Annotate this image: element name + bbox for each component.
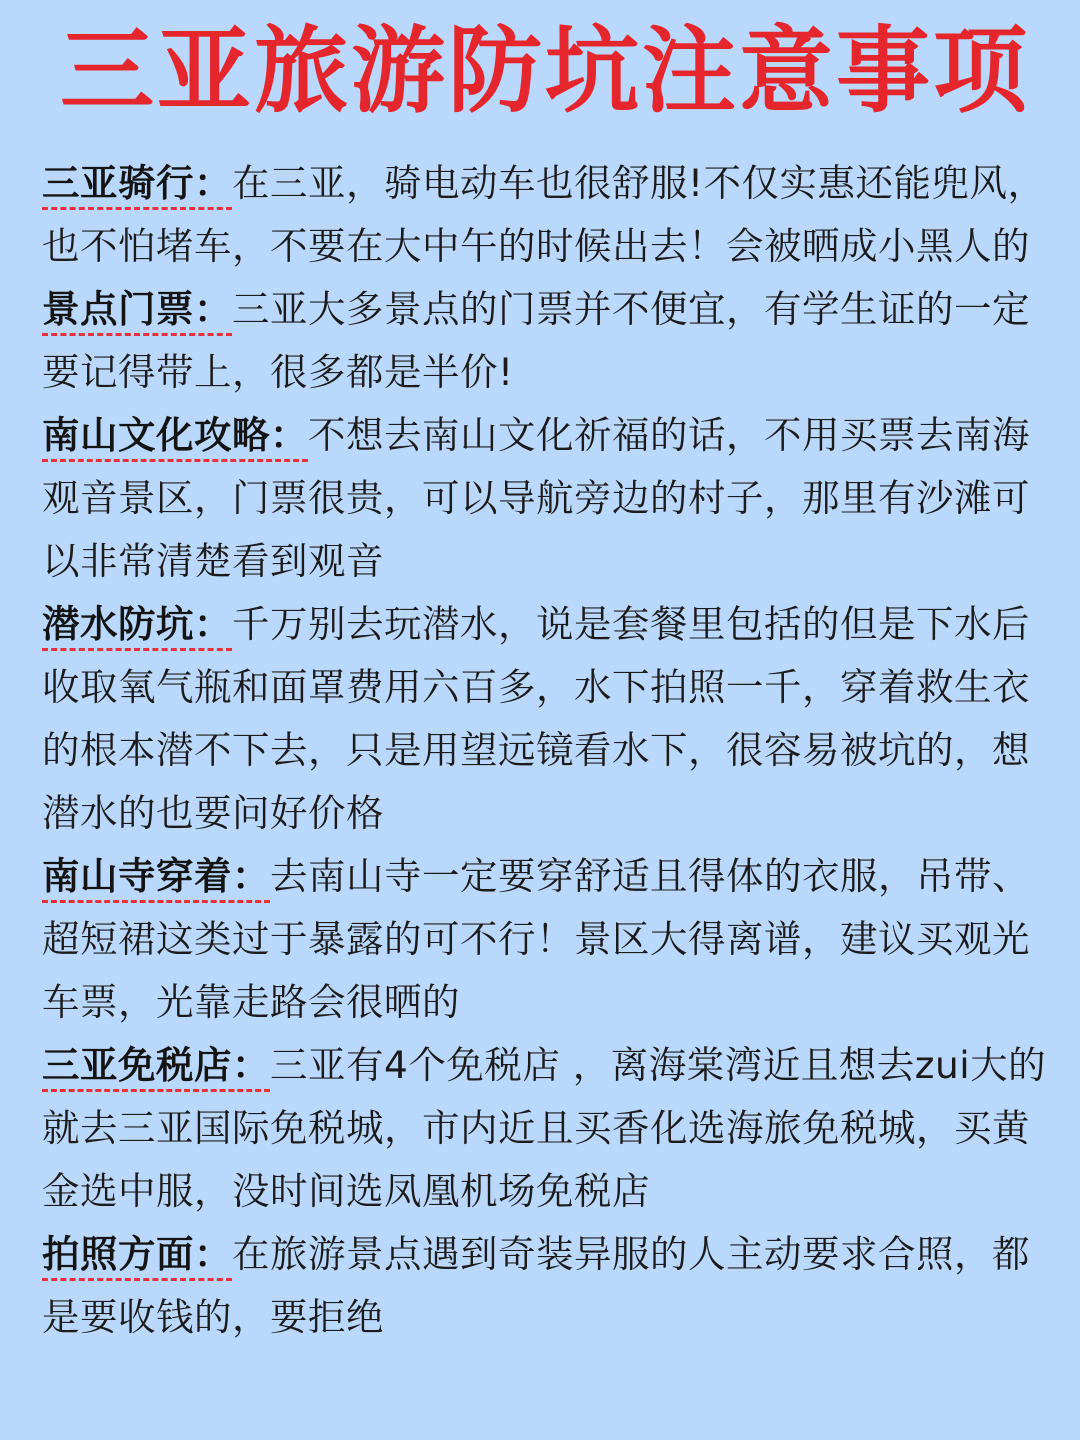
tip-label: 拍照方面： (42, 1232, 232, 1281)
tip-label: 景点门票： (42, 287, 232, 336)
tip-diving (42, 593, 1048, 845)
tip-tickets (42, 278, 1048, 404)
tip-text: 在三亚，骑电动车也很舒服!不仅实惠还能兜风，也不怕堵车，不要在大中午的时候出去！会被晒成小黑人的 (42, 161, 1046, 268)
tip-label: 潜水防坑： (42, 602, 232, 651)
tip-nanshan-culture (42, 404, 1048, 593)
tip-label: 南山文化攻略： (42, 413, 308, 462)
tip-text: 千万别去玩潜水，说是套餐里包括的但是下水后收取氧气瓶和面罩费用六百多，水下拍照一千，穿着救生衣的根本潜不下去，只是用望远镜看水下，很容易被坑的，想潜水的也要问好价格 (42, 602, 1030, 835)
tip-label: 三亚免税店： (42, 1043, 270, 1092)
tip-temple-dress (42, 845, 1048, 1034)
tip-text: 不想去南山文化祈福的话，不用买票去南海观音景区，门票很贵，可以导航旁边的村子，那里有沙滩可以非常清楚看到观音 (42, 413, 1030, 583)
tip-duty-free (42, 1034, 1048, 1223)
tips-list (42, 152, 1048, 1349)
page-title: 三亚旅游防坑注意事项 (59, 17, 1030, 126)
tip-text: 去南山寺一定要穿舒适且得体的衣服，吊带、超短裙这类过于暴露的可不行！景区大得离谱，建议买观光车票，光靠走路会很晒的 (42, 854, 1030, 1024)
tip-photos (42, 1223, 1048, 1349)
tip-text: 三亚有4个免税店 ，离海棠湾近且想去zui大的就去三亚国际免税城，市内近且买香化选海旅免税城，买黄金选中服，没时间选凤凰机场免税店 (42, 1043, 1047, 1213)
tip-text: 在旅游景点遇到奇装异服的人主动要求合照，都是要收钱的，要拒绝 (42, 1232, 1030, 1339)
tip-cycling (42, 152, 1048, 278)
tip-text: 三亚大多景点的门票并不便宜，有学生证的一定要记得带上，很多都是半价! (42, 287, 1030, 394)
tip-label: 三亚骑行： (42, 161, 232, 210)
tip-label: 南山寺穿着： (42, 854, 270, 903)
